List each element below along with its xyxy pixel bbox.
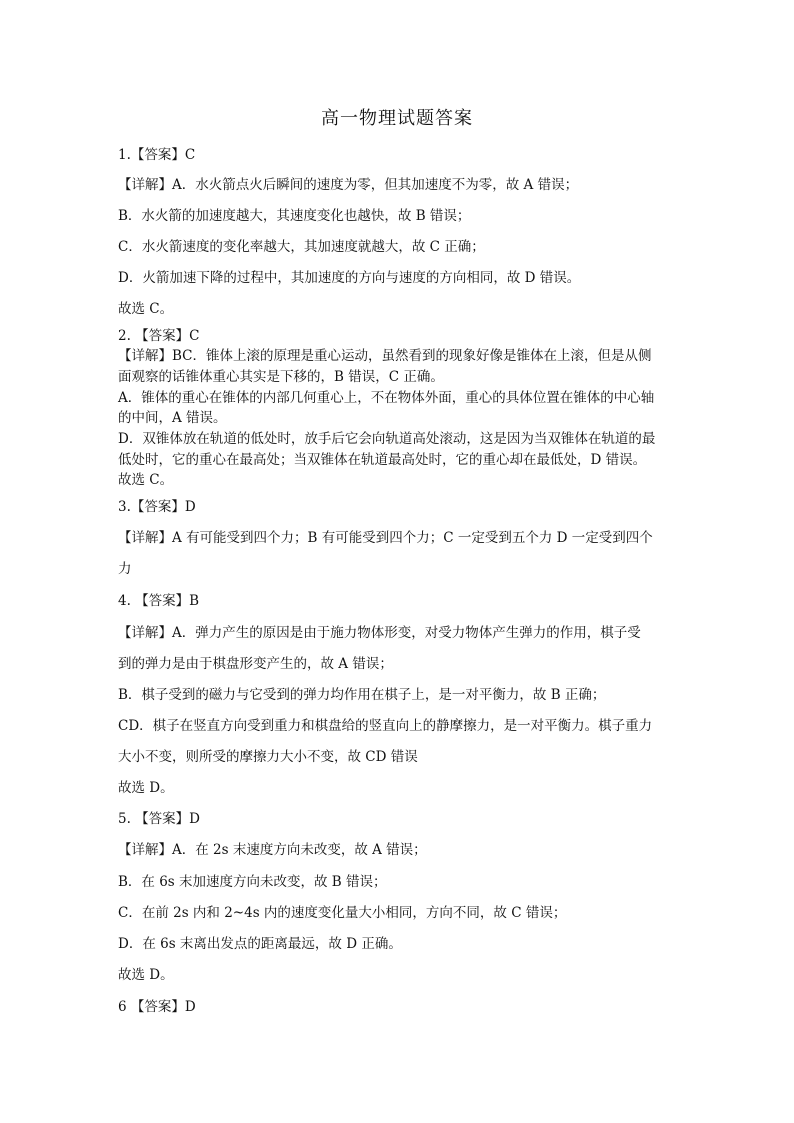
q1-answer: 1.【答案】C [118,147,196,163]
q4-detail-line: CD．棋子在竖直方向受到重力和棋盘给的竖直向上的静摩擦力，是一对平衡力。棋子重力 [118,718,653,734]
q6-answer: 6 【答案】D [118,999,196,1015]
q1-detail-line: 【详解】A．水火箭点火后瞬间的速度为零，但其加速度不为零，故 A 错误； [118,177,579,193]
q3-answer: 3.【答案】D [118,499,196,515]
q5-conclusion: 故选 D。 [118,967,174,983]
q4-answer: 4. 【答案】B [118,593,200,609]
q3-detail-line: 力 [118,561,132,577]
q2-detail-line: D．双锥体放在轨道的低处时，放手后它会向轨道高处滚动，这是因为当双锥体在轨道的最 [118,431,656,447]
q4-detail-line: 大小不变，则所受的摩擦力大小不变，故 CD 错误 [118,749,418,765]
q4-conclusion: 故选 D。 [118,780,174,796]
q5-detail-line: C．在前 2s 内和 2~4s 内的速度变化量大小相同，方向不同，故 C 错误； [118,905,567,921]
q5-detail-line: D．在 6s 末离出发点的距离最远，故 D 正确。 [118,936,402,952]
q1-detail-line: C．水火箭速度的变化率越大，其加速度就越大，故 C 正确； [118,239,485,255]
q5-detail-line: B．在 6s 末加速度方向未改变，故 B 错误； [118,874,387,890]
q4-detail-line: 【详解】A．弹力产生的原因是由于施力物体形变，对受力物体产生弹力的作用，棋子受 [118,625,641,641]
q1-detail-line: D．火箭加速下降的过程中，其加速度的方向与速度的方向相同，故 D 错误。 [118,270,581,286]
q3-detail-line: 【详解】A 有可能受到四个力；B 有可能受到四个力；C 一定受到五个力 D 一定受到四个 [118,530,653,546]
q1-detail-line: B．水火箭的加速度越大，其速度变化也越快，故 B 错误； [118,208,471,224]
q2-detail-line: 低处时，它的重心在最高处；当双锥体在轨道最高处时，它的重心却在最低处，D 错误。 [118,452,647,468]
q2-conclusion: 故选 C。 [118,472,174,488]
q2-detail-line: 面观察的话锥体重心其实是下移的，B 错误，C 正确。 [118,369,444,385]
q4-detail-line: B．棋子受到的磁力与它受到的弹力均作用在棋子上，是一对平衡力，故 B 正确； [118,687,606,703]
q5-answer: 5. 【答案】D [118,811,200,827]
q1-conclusion: 故选 C。 [118,301,174,317]
q2-detail-line: 的中间，A 错误。 [118,410,227,426]
q5-detail-line: 【详解】A．在 2s 末速度方向未改变，故 A 错误； [118,842,427,858]
q2-detail-line: 【详解】BC．锥体上滚的原理是重心运动，虽然看到的现象好像是锥体在上滚，但是从侧 [118,348,652,364]
page-title: 高一物理试题答案 [321,108,473,129]
q2-answer: 2. 【答案】C [118,328,200,344]
q2-detail-line: A．锥体的重心在锥体的内部几何重心上，不在物体外面，重心的具体位置在锥体的中心轴 [118,390,655,406]
q4-detail-line: 到的弹力是由于棋盘形变产生的，故 A 错误； [118,656,393,672]
